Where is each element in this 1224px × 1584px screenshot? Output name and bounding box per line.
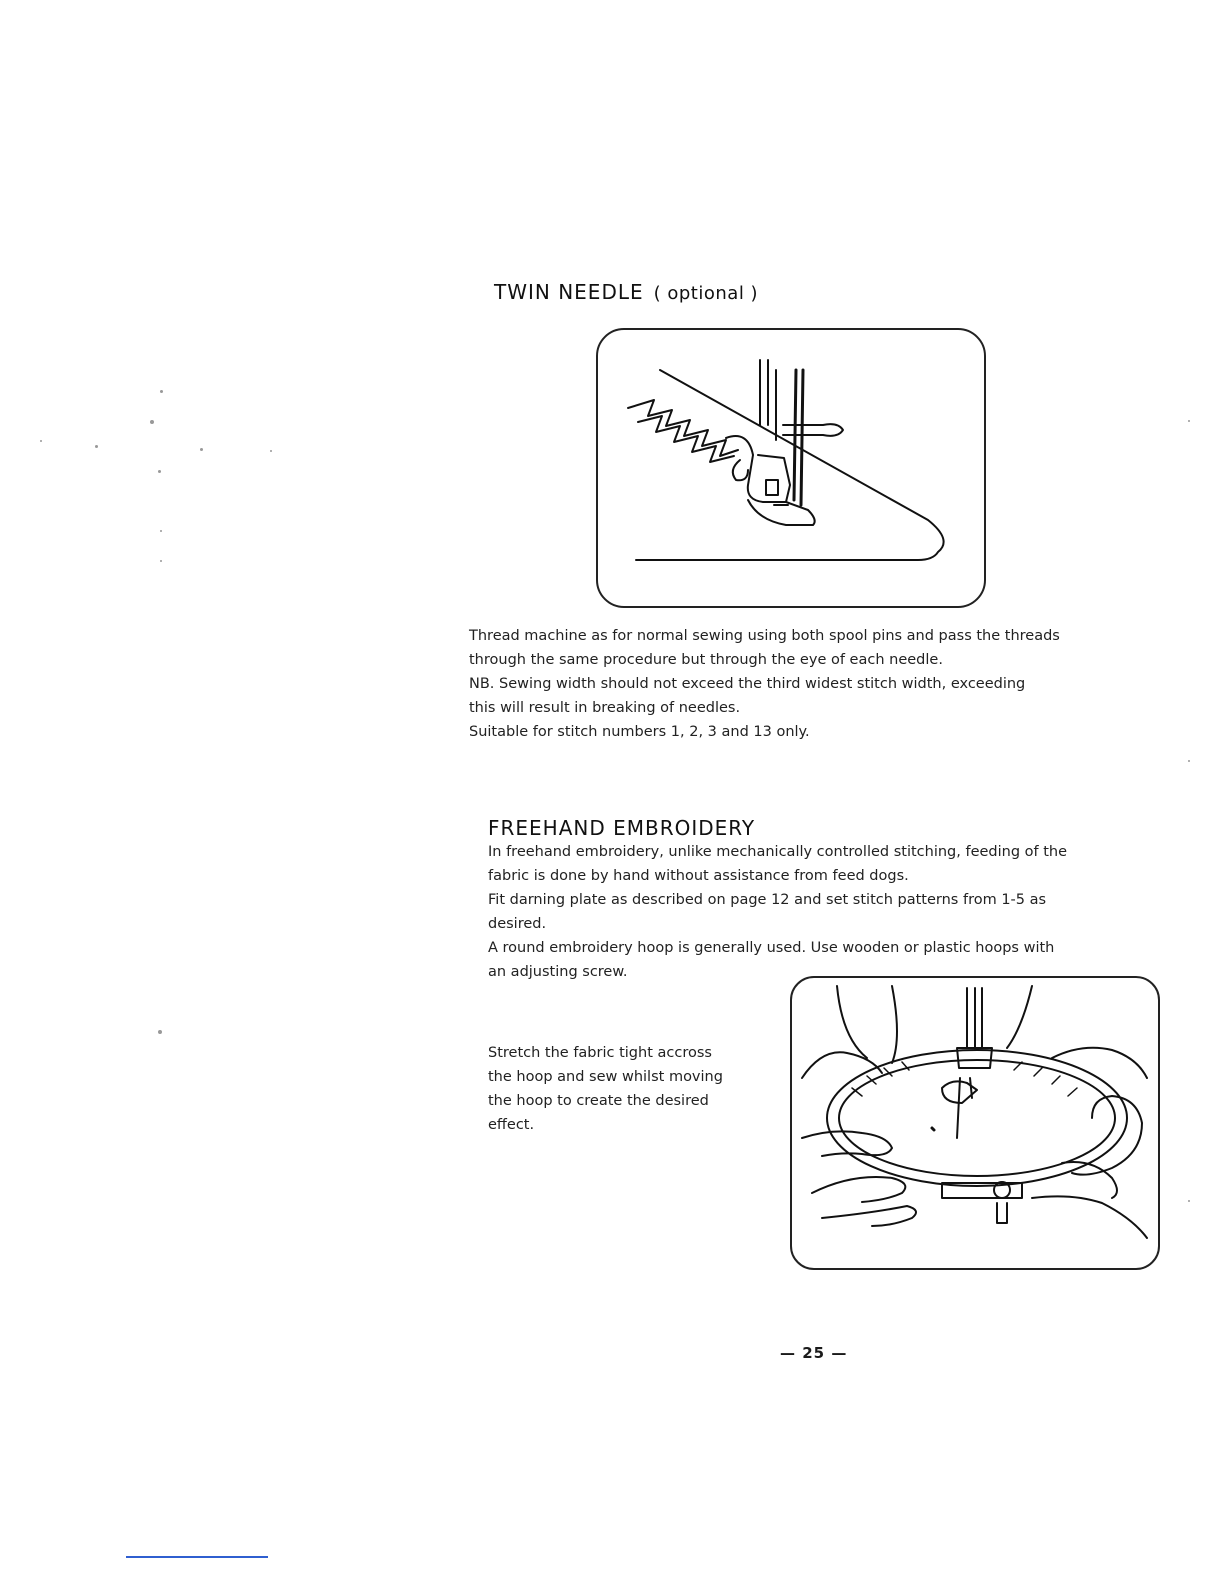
scan-speck [158, 470, 161, 473]
freehand-line-1: In freehand embroidery, unlike mechanically controlled stitching, feeding of the [488, 844, 1068, 860]
scan-speck [1188, 760, 1190, 762]
freehand-body [488, 840, 1138, 984]
stretch-line-1: Stretch the fabric tight accross [488, 1045, 712, 1061]
twin-needle-body [469, 624, 1119, 744]
embroidery-hoop-illustration [790, 976, 1160, 1270]
freehand-line-5: A round embroidery hoop is generally used. Use wooden or plastic hoops with [488, 940, 1055, 956]
twin-needle-line-3: NB. Sewing width should not exceed the third widest stitch width, exceeding [469, 676, 1026, 692]
scan-speck [1188, 420, 1190, 422]
twin-needle-illustration [596, 328, 986, 608]
scan-speck [200, 448, 203, 451]
twin-needle-drawing [598, 330, 984, 606]
page-number: — 25 — [780, 1344, 848, 1362]
freehand-title: FREEHAND EMBROIDERY [488, 816, 756, 840]
twin-needle-line-2: through the same procedure but through the eye of each needle. [469, 652, 943, 668]
scan-speck [150, 420, 154, 424]
scan-speck [160, 390, 163, 393]
embroidery-hoop-drawing [792, 978, 1158, 1268]
twin-needle-title: TWIN NEEDLE [494, 280, 644, 304]
stretch-line-3: the hoop to create the desired [488, 1093, 709, 1109]
stretch-instructions [488, 1041, 754, 1137]
stretch-line-2: the hoop and sew whilst moving [488, 1069, 723, 1085]
scan-speck [270, 450, 272, 452]
freehand-line-4: desired. [488, 916, 547, 932]
freehand-heading [488, 816, 755, 840]
scan-speck [160, 530, 162, 532]
twin-needle-line-5: Suitable for stitch numbers 1, 2, 3 and 13 only. [469, 724, 810, 740]
scan-speck [40, 440, 42, 442]
stretch-line-4: effect. [488, 1117, 535, 1133]
scan-speck [95, 445, 98, 448]
scan-speck [158, 1030, 162, 1034]
twin-needle-line-1: Thread machine as for normal sewing using both spool pins and pass the threads [469, 628, 1060, 644]
twin-needle-line-4: this will result in breaking of needles. [469, 700, 741, 716]
scan-speck [1188, 1200, 1190, 1202]
twin-needle-optional: ( optional ) [653, 283, 759, 304]
freehand-line-3: Fit darning plate as described on page 12 and set stitch patterns from 1-5 as [488, 892, 1047, 908]
twin-needle-heading [494, 280, 758, 304]
freehand-line-6: an adjusting screw. [488, 964, 628, 980]
bottom-rule [126, 1556, 268, 1558]
scan-speck [160, 560, 162, 562]
freehand-line-2: fabric is done by hand without assistance from feed dogs. [488, 868, 909, 884]
